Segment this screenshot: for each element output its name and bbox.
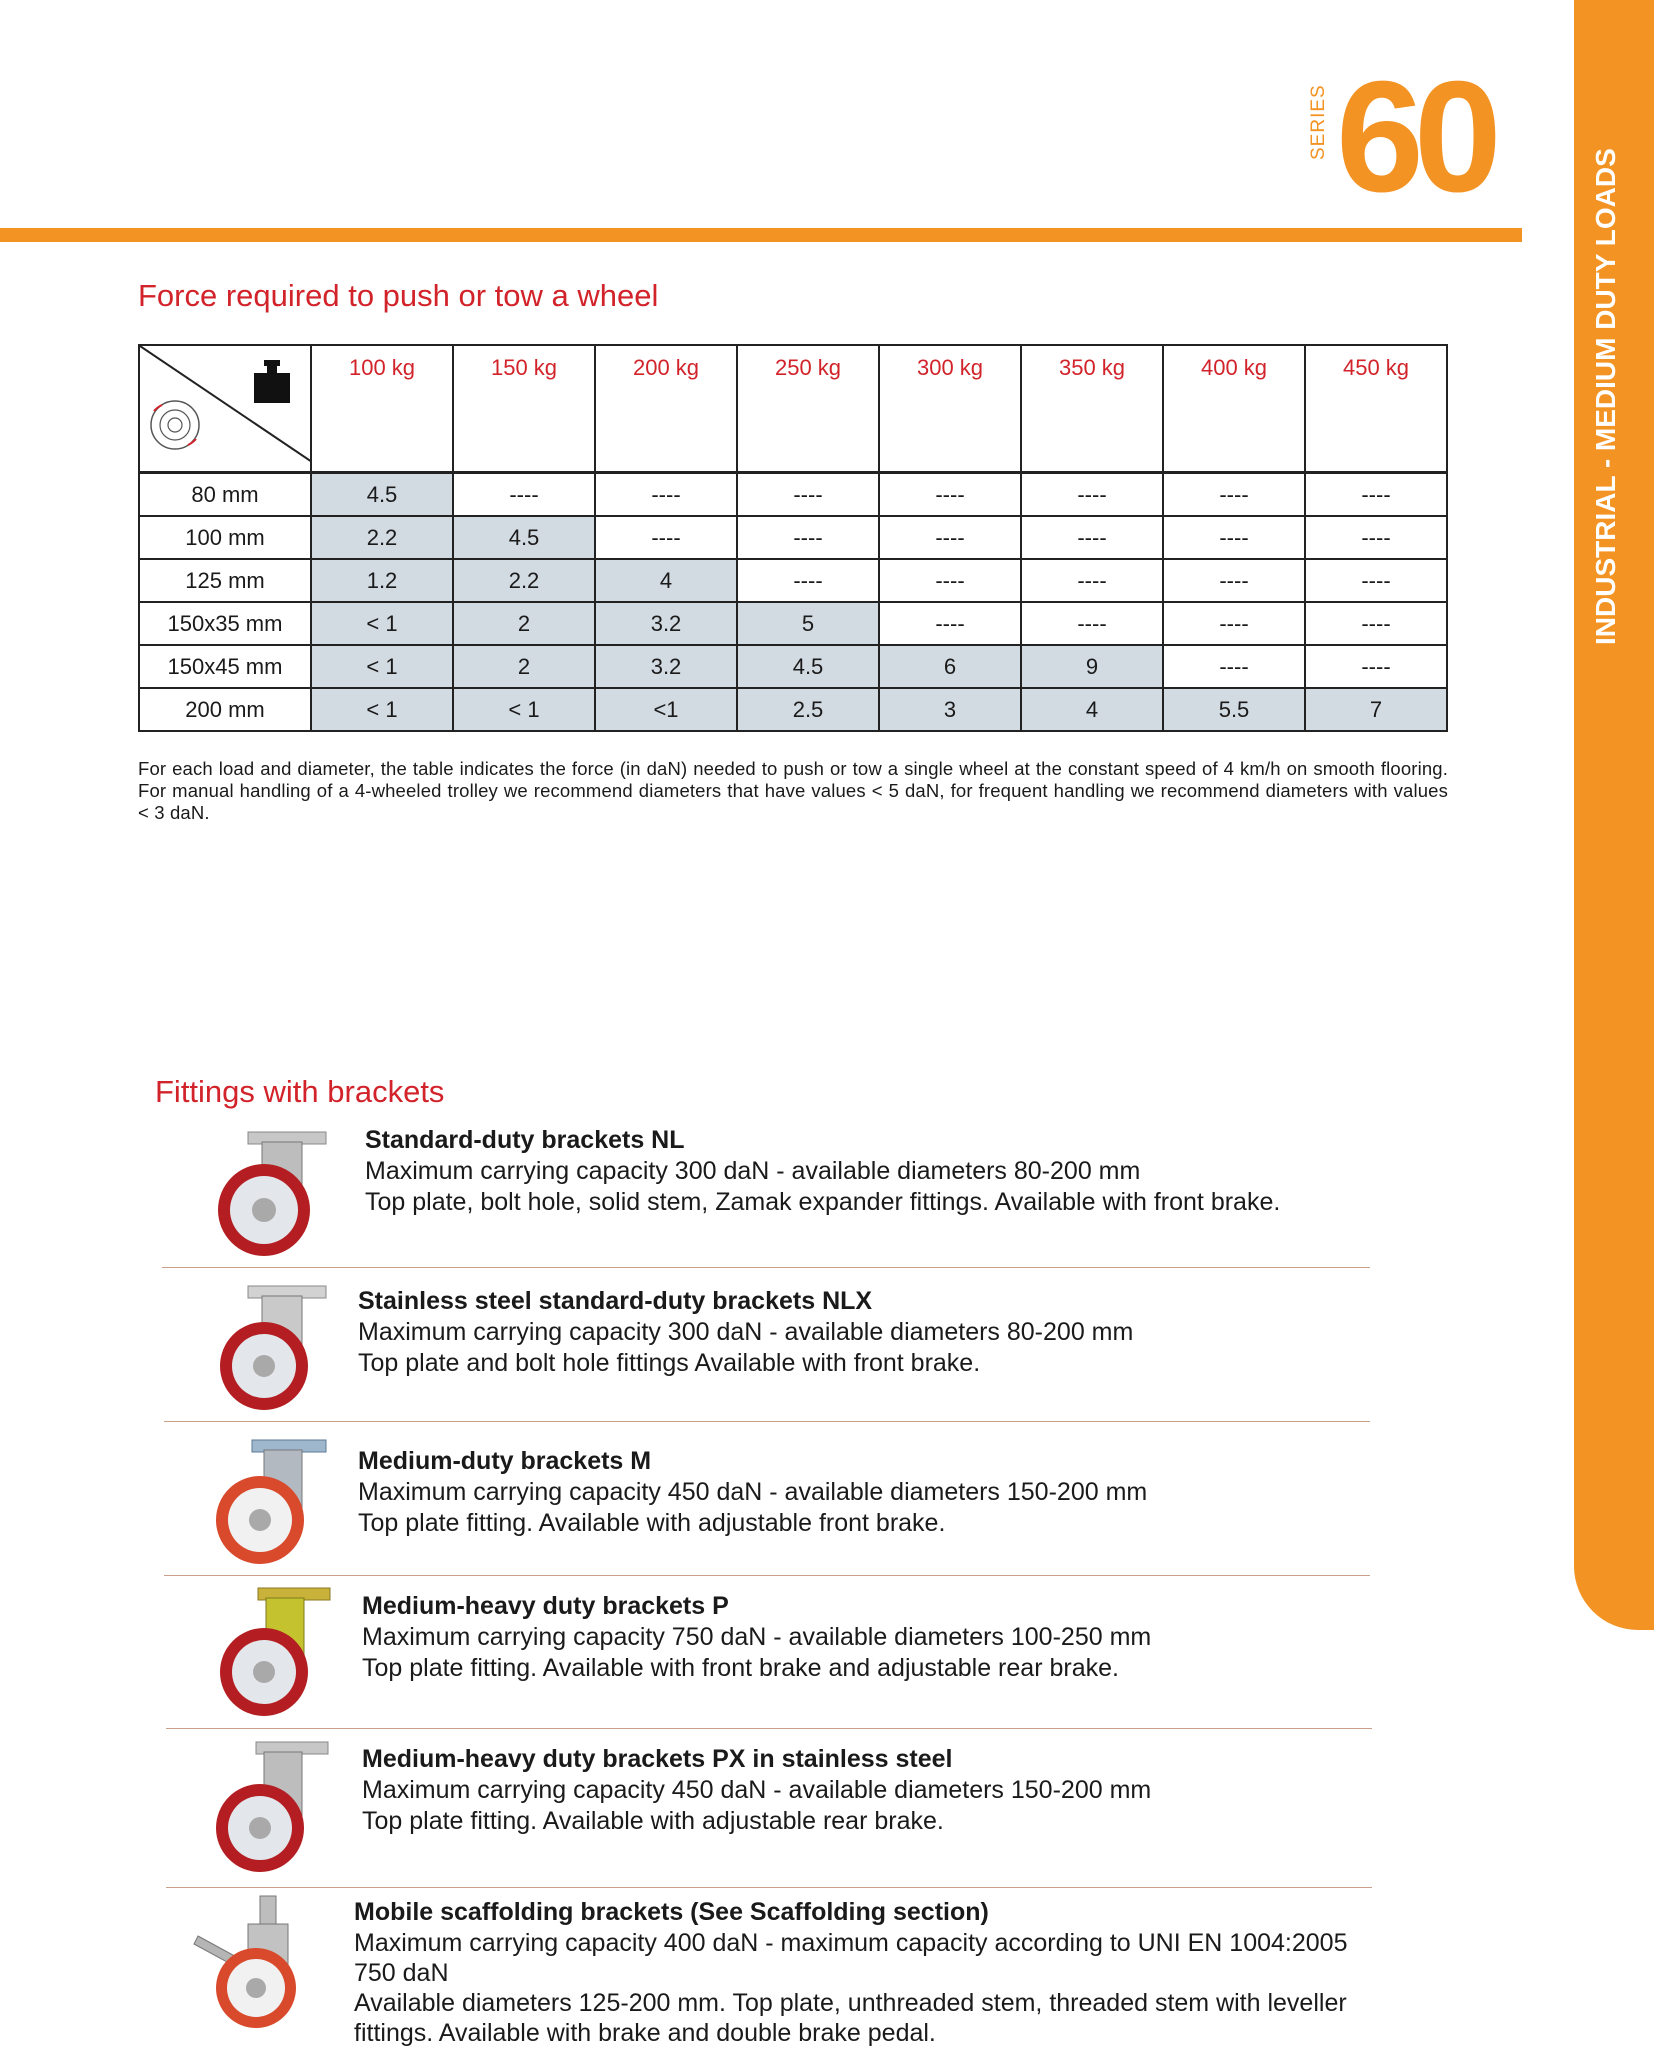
table-cell: ---- <box>1021 559 1163 602</box>
fitting-line: fittings. Available with brake and double brake pedal. <box>354 2019 936 2047</box>
table-cell: ---- <box>1021 473 1163 517</box>
fitting-line: Top plate fitting. Available with front brake and adjustable rear brake. <box>362 1654 1119 1682</box>
col-header: 400 kg <box>1163 345 1305 473</box>
table-row <box>139 688 1447 731</box>
series-number: 60 <box>1336 49 1492 225</box>
header-rule <box>0 228 1522 242</box>
col-header: 150 kg <box>453 345 595 473</box>
fitting-title: Medium-heavy duty brackets PX in stainless steel <box>362 1745 953 1773</box>
table-cell: 2 <box>453 645 595 688</box>
table-cell: 5.5 <box>1163 688 1305 731</box>
series-label: SERIES <box>1308 84 1329 160</box>
col-header: 200 kg <box>595 345 737 473</box>
fitting-line: Top plate fitting. Available with adjustable front brake. <box>358 1509 946 1537</box>
caster-m-image <box>204 1436 334 1566</box>
row-label: 150x45 mm <box>139 645 311 688</box>
table-cell: ---- <box>1163 516 1305 559</box>
table-cell: 4 <box>595 559 737 602</box>
table-row <box>139 645 1447 688</box>
force-section-title: Force required to push or tow a wheel <box>138 278 659 313</box>
fitting-title: Mobile scaffolding brackets (See Scaffolding section) <box>354 1898 989 1926</box>
separator <box>164 1575 1370 1576</box>
header-row <box>139 345 1447 473</box>
table-cell: 6 <box>879 645 1021 688</box>
wheel-icon <box>151 401 199 449</box>
table-cell: < 1 <box>311 688 453 731</box>
fitting-line: Available diameters 125-200 mm. Top plate, unthreaded stem, threaded stem with leveller <box>354 1989 1347 2017</box>
fitting-line: Top plate, bolt hole, solid stem, Zamak expander fittings. Available with front brake. <box>365 1188 1281 1216</box>
caster-px-image <box>202 1738 332 1873</box>
row-label: 200 mm <box>139 688 311 731</box>
fitting-line: Maximum carrying capacity 400 daN - maximum capacity according to UNI EN 1004:2005 <box>354 1929 1348 1957</box>
separator <box>166 1728 1372 1729</box>
table-row <box>139 473 1447 517</box>
table-cell: ---- <box>595 516 737 559</box>
fitting-line: Maximum carrying capacity 300 daN - available diameters 80-200 mm <box>365 1157 1141 1185</box>
table-cell: ---- <box>1163 602 1305 645</box>
col-header: 250 kg <box>737 345 879 473</box>
fitting-title: Standard-duty brackets NL <box>365 1126 685 1154</box>
weight-icon <box>254 360 290 403</box>
fitting-line: Maximum carrying capacity 750 daN - available diameters 100-250 mm <box>362 1623 1152 1651</box>
fitting-title: Medium-heavy duty brackets P <box>362 1592 729 1620</box>
table-cell: 5 <box>737 602 879 645</box>
table-cell: ---- <box>879 473 1021 517</box>
row-label: 125 mm <box>139 559 311 602</box>
fitting-line: Top plate fitting. Available with adjustable rear brake. <box>362 1807 944 1835</box>
table-cell: 3.2 <box>595 602 737 645</box>
separator <box>166 1887 1372 1888</box>
table-cell: ---- <box>1305 559 1447 602</box>
table-cell: 2.5 <box>737 688 879 731</box>
row-label: 80 mm <box>139 473 311 517</box>
table-cell: ---- <box>1305 602 1447 645</box>
table-cell: ---- <box>1021 516 1163 559</box>
fitting-line: Top plate and bolt hole fittings Available with front brake. <box>358 1349 981 1377</box>
fittings-section-title: Fittings with brackets <box>155 1074 445 1109</box>
table-cell: ---- <box>595 473 737 517</box>
col-header: 300 kg <box>879 345 1021 473</box>
caster-nl-image <box>204 1128 334 1258</box>
table-cell: ---- <box>737 559 879 602</box>
table-cell: 4.5 <box>737 645 879 688</box>
row-label: 100 mm <box>139 516 311 559</box>
table-cell: 9 <box>1021 645 1163 688</box>
table-cell: < 1 <box>311 645 453 688</box>
table-cell: < 1 <box>453 688 595 731</box>
table-cell: 3 <box>879 688 1021 731</box>
table-cell: 4.5 <box>453 516 595 559</box>
fitting-line: Maximum carrying capacity 450 daN - available diameters 150-200 mm <box>362 1776 1152 1804</box>
table-cell: ---- <box>879 516 1021 559</box>
table-cell: ---- <box>1305 473 1447 517</box>
fitting-line: 750 daN <box>354 1959 449 1987</box>
table-cell: ---- <box>1163 645 1305 688</box>
table-cell: ---- <box>879 602 1021 645</box>
row-label: 150x35 mm <box>139 602 311 645</box>
table-row <box>139 516 1447 559</box>
table-row <box>139 559 1447 602</box>
table-cell: <1 <box>595 688 737 731</box>
table-cell: ---- <box>1021 602 1163 645</box>
col-header: 100 kg <box>311 345 453 473</box>
table-cell: ---- <box>737 473 879 517</box>
table-cell: 2 <box>453 602 595 645</box>
table-cell: ---- <box>1163 473 1305 517</box>
table-cell: 3.2 <box>595 645 737 688</box>
caster-scaffolding-image <box>190 1894 314 2034</box>
table-cell: 2.2 <box>453 559 595 602</box>
separator <box>162 1267 1370 1268</box>
table-cell: < 1 <box>311 602 453 645</box>
table-cell: 4 <box>1021 688 1163 731</box>
table-cell: ---- <box>1305 645 1447 688</box>
col-header: 450 kg <box>1305 345 1447 473</box>
table-cell: ---- <box>453 473 595 517</box>
table-cell: 4.5 <box>311 473 453 517</box>
side-tab-label: INDUSTRIAL - MEDIUM DUTY LOADS <box>1590 148 1621 645</box>
caster-nlx-image <box>204 1282 334 1412</box>
table-row <box>139 602 1447 645</box>
corner-cell <box>139 345 311 473</box>
fitting-title: Stainless steel standard-duty brackets NLX <box>358 1287 873 1315</box>
table-cell: ---- <box>1163 559 1305 602</box>
table-cell: 7 <box>1305 688 1447 731</box>
force-note: For each load and diameter, the table indicates the force (in daN) needed to push or tow a single wheel at the constant speed of 4 km/h on smooth flooring. For manual handling of a 4-wheeled trolley we recommend diameters that have values < 5 daN, for frequent handling we recommend diameters with values < 3 daN. <box>138 758 1448 823</box>
table-cell: ---- <box>1305 516 1447 559</box>
force-table <box>138 344 1448 732</box>
fitting-line: Maximum carrying capacity 300 daN - available diameters 80-200 mm <box>358 1318 1134 1346</box>
table-cell: ---- <box>879 559 1021 602</box>
fitting-line: Maximum carrying capacity 450 daN - available diameters 150-200 mm <box>358 1478 1148 1506</box>
table-cell: 2.2 <box>311 516 453 559</box>
table-cell: 1.2 <box>311 559 453 602</box>
separator <box>164 1421 1370 1422</box>
caster-p-image <box>204 1584 334 1719</box>
col-header: 350 kg <box>1021 345 1163 473</box>
fitting-title: Medium-duty brackets M <box>358 1447 652 1475</box>
table-cell: ---- <box>737 516 879 559</box>
corner-icons <box>140 346 312 462</box>
